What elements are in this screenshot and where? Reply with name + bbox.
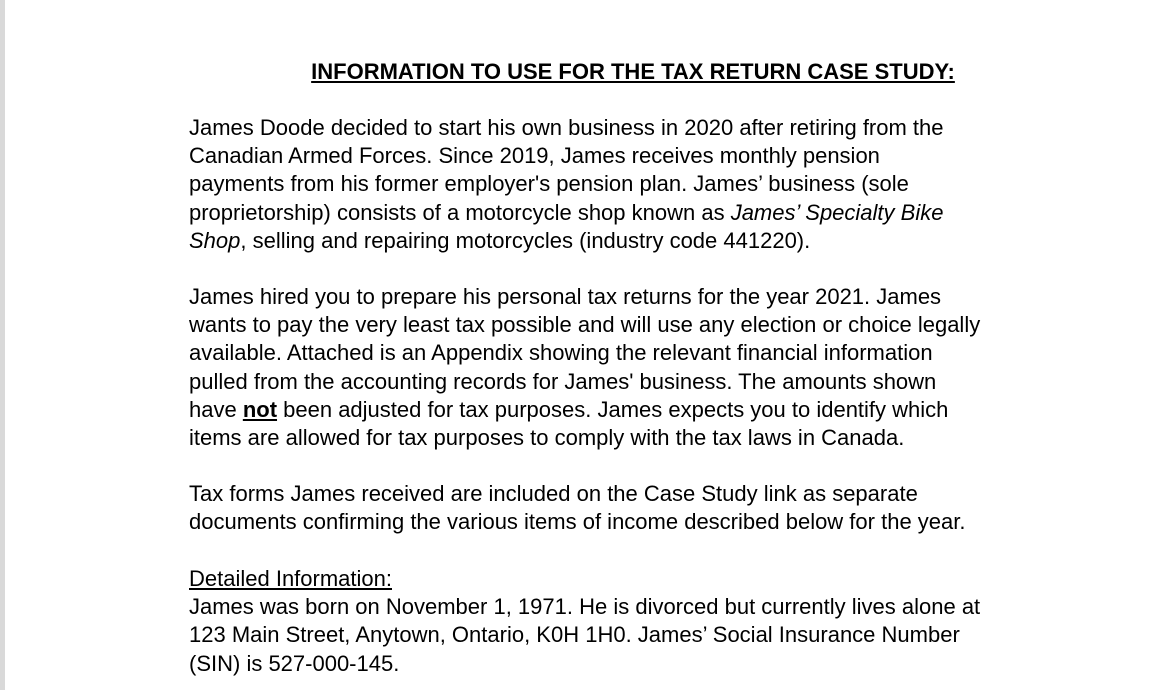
- paragraph-business-background: [189, 114, 1089, 255]
- text-line: [189, 396, 1089, 424]
- paragraph-engagement: [189, 283, 1089, 452]
- text-line: Canadian Armed Forces. Since 2019, James receives monthly pension: [189, 143, 880, 169]
- page-title: INFORMATION TO USE FOR THE TAX RETURN CASE STUDY:: [311, 59, 955, 84]
- text-line: [189, 227, 1089, 255]
- text-line: payments from his former employer's pension plan. James’ business (sole: [189, 171, 909, 197]
- text-run: have: [189, 396, 243, 422]
- text-line: available. Attached is an Appendix showing the relevant financial information: [189, 340, 933, 366]
- text-line: James Doode decided to start his own business in 2020 after retiring from the: [189, 115, 944, 140]
- text-run: , selling and repairing motorcycles (industry code 441220).: [240, 227, 811, 253]
- text-line: Tax forms James received are included on the Case Study link as separate: [189, 481, 918, 506]
- section-heading: Detailed Information:: [189, 566, 392, 591]
- text-line: James hired you to prepare his personal tax returns for the year 2021. James: [189, 284, 942, 309]
- paragraph-tax-forms: [189, 480, 1089, 536]
- text-run: proprietorship) consists of a motorcycle shop known as: [189, 199, 731, 225]
- business-name-italic: Shop: [189, 227, 241, 253]
- business-name-italic: James’ Specialty Bike: [730, 199, 944, 225]
- emphasis-not: not: [242, 396, 278, 422]
- text-line: James was born on November 1, 1971. He is divorced but currently lives alone at: [189, 594, 981, 620]
- text-line: [189, 199, 1089, 227]
- text-line: documents confirming the various items of income described below for the year.: [189, 509, 966, 535]
- text-line: 123 Main Street, Anytown, Ontario, K0H 1H0. James’ Social Insurance Number: [189, 622, 960, 648]
- text-line: pulled from the accounting records for James' business. The amounts shown: [189, 368, 937, 394]
- text-line: wants to pay the very least tax possible and will use any election or choice legally: [189, 312, 981, 338]
- document-page: [5, 0, 1166, 690]
- text-run: been adjusted for tax purposes. James expects you to identify which: [277, 396, 949, 422]
- paragraph-detailed-information: [189, 565, 1089, 678]
- text-line: (SIN) is 527-000-145.: [189, 650, 400, 676]
- text-line: items are allowed for tax purposes to comply with the tax laws in Canada.: [189, 425, 905, 451]
